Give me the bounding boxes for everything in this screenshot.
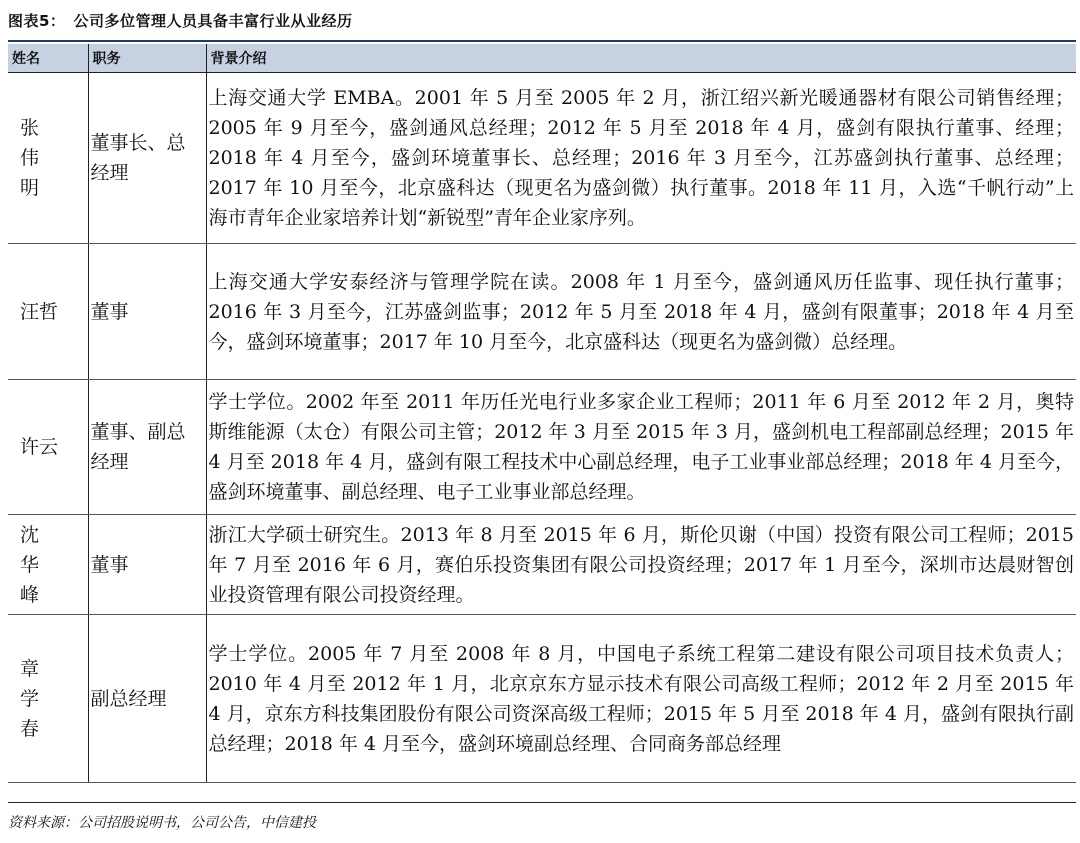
person-name: 汪哲 (8, 244, 88, 380)
figure-title: 公司多位管理人员具备丰富行业从业经历 (73, 12, 353, 30)
header-background: 背景介绍 (206, 44, 1076, 73)
person-position: 董事 (88, 515, 206, 615)
person-background: 上海交通大学 EMBA。2001 年 5 月至 2005 年 2 月，浙江绍兴新光暖通器材有限公司销售经理；2005 年 9 月至今，盛剑通风总经理；2012 年 5 月至 2018 年 4 月，盛剑有限执行董事、经理；2018 年 4 月至今，盛剑环境董事长、总经理；2016 年 3 月至今，江苏盛剑执行董事、总经理；2017 年 10 月至今，北京盛科达（现更名为盛剑微）执行董事。2018 年 11 月，入选“千帆行动”上海市青年企业家培养计划“新锐型”青年企业家序列。 (206, 73, 1076, 244)
table-row (8, 244, 1076, 380)
table-row (8, 515, 1076, 615)
header-position: 职务 (88, 44, 206, 73)
person-name: 章学春 (8, 615, 88, 783)
table-row (8, 615, 1076, 783)
person-position: 副总经理 (88, 615, 206, 783)
management-table (8, 44, 1076, 783)
person-background: 学士学位。2005 年 7 月至 2008 年 8 月，中国电子系统工程第二建设有限公司项目技术负责人；2010 年 4 月至 2012 年 1 月，北京京东方显示技术有限公司高级工程师；2012 年 2 月至 2015 年 4 月，京东方科技集团股份有限公司资深高级工程师；2015 年 5 月至 2018 年 4 月，盛剑有限执行副总经理；2018 年 4 月至今，盛剑环境副总经理、合同商务部总经理 (206, 615, 1076, 783)
person-name: 沈华峰 (8, 515, 88, 615)
person-background: 学士学位。2002 年至 2011 年历任光电行业多家企业工程师；2011 年 6 月至 2012 年 2 月，奥特斯维能源（太仓）有限公司主管；2012 年 3 月至 2015 年 3 月，盛剑机电工程部副总经理；2015 年 4 月至 2018 年 4 月，盛剑有限工程技术中心副总经理，电子工业事业部总经理；2018 年 4 月至今，盛剑环境董事、副总经理、电子工业事业部总经理。 (206, 380, 1076, 515)
person-position: 董事 (88, 244, 206, 380)
top-rule (8, 40, 1076, 42)
header-name: 姓名 (8, 44, 88, 73)
person-name: 许云 (8, 380, 88, 515)
table-header-row (8, 44, 1076, 73)
person-position: 董事、副总经理 (88, 380, 206, 515)
person-name: 张伟明 (8, 73, 88, 244)
source-note: 资料来源：公司招股说明书，公司公告，中信建投 (8, 815, 316, 831)
figure-caption (8, 10, 352, 31)
person-background: 上海交通大学安泰经济与管理学院在读。2008 年 1 月至今，盛剑通风历任监事、现任执行董事；2016 年 3 月至今，江苏盛剑监事；2012 年 5 月至 2018 年 4 月，盛剑有限董事；2018 年 4 月至今，盛剑环境董事；2017 年 10 月至今，北京盛科达（现更名为盛剑微）总经理。 (206, 244, 1076, 380)
table-row (8, 73, 1076, 244)
figure-number: 图表5： (8, 12, 66, 30)
bottom-rule (8, 802, 1076, 803)
person-background: 浙江大学硕士研究生。2013 年 8 月至 2015 年 6 月，斯伦贝谢（中国）投资有限公司工程师；2015 年 7 月至 2016 年 6 月，赛伯乐投资集团有限公司投资经理；2017 年 1 月至今，深圳市达晨财智创业投资管理有限公司投资经理。 (206, 515, 1076, 615)
table-row (8, 380, 1076, 515)
person-position: 董事长、总经理 (88, 73, 206, 244)
